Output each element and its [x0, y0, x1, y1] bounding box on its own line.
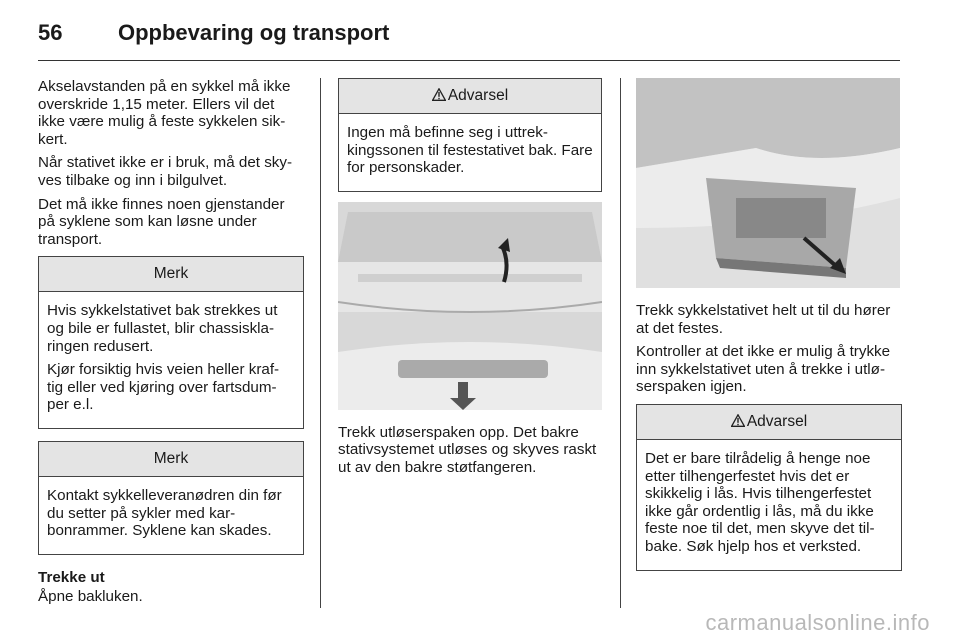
- warning-title: Advarsel: [746, 412, 808, 430]
- paragraph: Åpne bakluken.: [38, 588, 143, 606]
- note-text: Kontakt sykkelleveranødren din før du setter på sykler med kar-bonrammer. Syklene kan skades.: [47, 486, 282, 540]
- trunk-release-lever-illustration: [338, 202, 602, 410]
- paragraph: Kontroller at det ikke er mulig å trykke inn sykkelstativet uten å trekke i utlø-serspaken igjen.: [636, 343, 891, 396]
- warning-text: Ingen må befinne seg i uttrek-kingssonen til festestativet bak. Fare for personskader.: [347, 124, 593, 177]
- warning-text: Det er bare tilrådelig å henge noe etter tilhengerfestet hvis det er skikkelig i lås. Hvis tilhengerfestet ikke går ordentlig i lås, må du ikke feste noe til det, men skyve det til-bake. Søk hjelp hos et verksted.: [645, 449, 875, 555]
- note-body: [39, 477, 303, 554]
- warning-title: Advarsel: [447, 87, 509, 104]
- warning-body: [637, 440, 901, 570]
- warning-icon: [432, 88, 446, 101]
- note-title: Merk: [39, 442, 303, 477]
- paragraph: Trekk sykkelstativet helt ut til du hører at det festes.: [636, 302, 891, 337]
- note-box: [38, 256, 304, 429]
- warning-title-row: [637, 405, 901, 440]
- column-middle: [338, 78, 602, 483]
- paragraph: Akselavstanden på en sykkel må ikke overskride 1,15 meter. Ellers vil det ikke være mulig å feste sykkelen sik-kert.: [38, 78, 291, 148]
- paragraph: Det må ikke finnes noen gjenstander på syklene som kan løsne under transport.: [38, 195, 285, 248]
- note-body: [39, 292, 303, 428]
- page-title: Oppbevaring og transport: [118, 20, 390, 45]
- paragraph: Trekk utløserspaken opp. Det bakre stativsystemet utløses og skyves raskt ut av den bakre støtfangeren.: [338, 423, 597, 476]
- subheading: Trekke ut: [38, 568, 105, 586]
- warning-box: [636, 404, 902, 571]
- column-divider: [320, 78, 321, 608]
- note-text: Hvis sykkelstativet bak strekkes ut og bile er fullastet, blir chassiskla-ringen redusert.: [47, 302, 278, 355]
- column-left: [38, 78, 304, 612]
- illustration-drawing: [338, 202, 602, 410]
- note-title: Merk: [39, 257, 303, 292]
- illustration-drawing: [636, 78, 900, 288]
- note-text: Kjør forsiktig hvis veien heller kraf-tig eller ved kjøring over fartsdum-per e.l.: [47, 361, 280, 414]
- watermark: carmanualsonline.info: [705, 610, 930, 635]
- warning-icon: [731, 414, 745, 427]
- page-header: [38, 16, 900, 61]
- pulled-out-bike-carrier-illustration: [636, 78, 900, 288]
- page-number: 56: [38, 20, 63, 45]
- warning-body: [339, 114, 601, 191]
- note-box: [38, 441, 304, 555]
- column-right: [636, 78, 902, 571]
- column-divider: [620, 78, 621, 608]
- paragraph: Når stativet ikke er i bruk, må det sky-ves tilbake og inn i bilgulvet.: [38, 154, 293, 189]
- warning-title-row: [339, 79, 601, 114]
- warning-box: [338, 78, 602, 192]
